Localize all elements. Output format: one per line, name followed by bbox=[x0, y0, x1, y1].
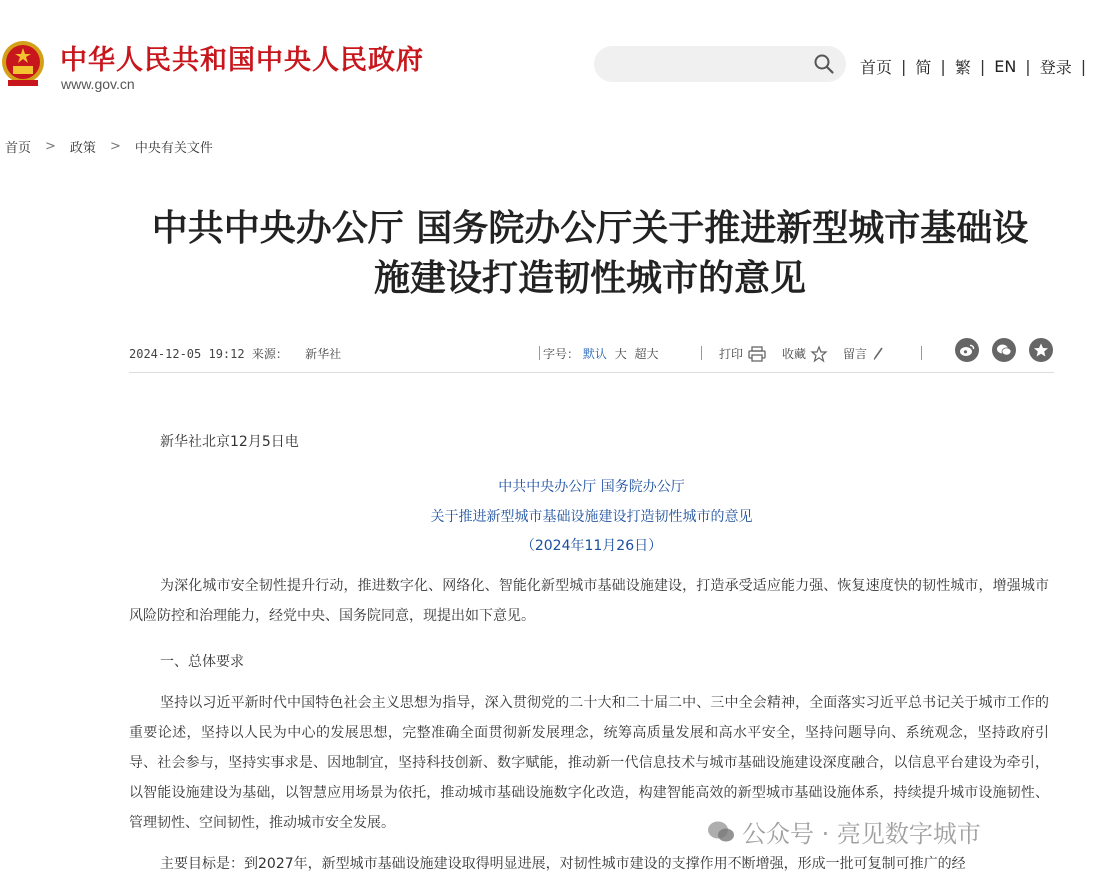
publish-date: 2024-12-05 19:12 bbox=[129, 347, 245, 361]
doc-date: （2024年11月26日） bbox=[520, 538, 663, 554]
breadcrumb-central-documents[interactable]: 中央有关文件 bbox=[134, 141, 213, 156]
print-label: 打印 bbox=[719, 347, 744, 361]
wechat-icon bbox=[706, 819, 736, 845]
wechat-share-icon[interactable] bbox=[992, 338, 1016, 362]
nav-separator: | bbox=[940, 57, 946, 76]
breadcrumb-policy[interactable]: 政策 bbox=[69, 141, 96, 156]
comment-label: 留言 bbox=[843, 347, 868, 361]
search-input[interactable] bbox=[594, 46, 846, 82]
chevron-right-icon: > bbox=[45, 139, 56, 154]
favorite-button[interactable] bbox=[782, 345, 827, 362]
comment-button[interactable] bbox=[843, 345, 884, 362]
meta-divider bbox=[701, 346, 702, 360]
meta-left bbox=[129, 345, 341, 362]
doc-title: 关于推进新型城市基础设施建设打造韧性城市的意见 bbox=[430, 509, 753, 525]
source-name: 新华社 bbox=[305, 347, 342, 361]
watermark bbox=[706, 814, 981, 849]
body-paragraph: 主要目标是：到2027年，新型城市基础设施建设取得明显进展，对韧性城市建设的支撑作用不断增强，形成一批可复制可推广的经 bbox=[160, 856, 966, 872]
nav-english[interactable]: EN bbox=[994, 57, 1017, 76]
nav-separator: | bbox=[1025, 57, 1031, 76]
search-icon[interactable] bbox=[814, 54, 834, 74]
nav-separator: | bbox=[979, 57, 986, 76]
font-size-label: 字号： bbox=[543, 347, 580, 361]
breadcrumb-home[interactable]: 首页 bbox=[5, 141, 32, 156]
breadcrumb bbox=[5, 137, 213, 156]
watermark-text: 公众号 · 亮见数字城市 bbox=[742, 820, 981, 848]
source-label: 来源： bbox=[251, 347, 288, 361]
nav-traditional[interactable]: 繁 bbox=[954, 58, 971, 77]
font-size-default[interactable]: 默认 bbox=[582, 347, 607, 361]
meta-divider bbox=[539, 346, 540, 360]
meta-divider-line bbox=[129, 372, 1054, 373]
doc-issuer: 中共中央办公厅 国务院办公厅 bbox=[498, 479, 685, 495]
font-size-xlarge[interactable]: 超大 bbox=[634, 347, 659, 361]
section-heading: 一、总体要求 bbox=[160, 654, 244, 670]
weibo-share-icon[interactable] bbox=[955, 338, 979, 362]
article-meta bbox=[129, 342, 1054, 366]
nav-login[interactable]: 登录 bbox=[1039, 58, 1072, 77]
intro-paragraph: 为深化城市安全韧性提升行动，推进数字化、网络化、智能化新型城市基础设施建设，打造承受适应能力强、恢复速度快的韧性城市，增强城市风险防控和治理能力，经党中央、国务院同意，现提出如下意见。 bbox=[129, 578, 1049, 624]
meta-divider bbox=[921, 346, 922, 360]
page-title-line-2: 施建设打造韧性城市的意见 bbox=[373, 258, 806, 299]
favorite-label: 收藏 bbox=[782, 347, 807, 361]
nav-simplified[interactable]: 简 bbox=[915, 58, 932, 77]
article-tools bbox=[719, 345, 900, 362]
pencil-icon bbox=[872, 347, 884, 361]
dateline: 新华社北京12月5日电 bbox=[160, 434, 299, 450]
top-nav bbox=[860, 55, 1095, 78]
page-title-line-1: 中共中央办公厅 国务院办公厅关于推进新型城市基础设 bbox=[151, 208, 1029, 249]
nav-separator: | bbox=[1080, 57, 1087, 76]
qzone-share-icon[interactable] bbox=[1029, 338, 1053, 362]
printer-icon bbox=[748, 346, 766, 362]
site-header bbox=[0, 0, 1087, 110]
site-title[interactable]: 中华人民共和国中央人民政府 bbox=[60, 45, 424, 76]
font-size-selector bbox=[543, 345, 659, 362]
body-paragraph: 坚持以习近平新时代中国特色社会主义思想为指导，深入贯彻党的二十大和二十届二中、三中全会精神，全面落实习近平总书记关于城市工作的重要论述，坚持以人民为中心的发展思想，完整准确全面贯彻新发展理念，统筹高质量发展和高水平安全，坚持问题导向、系统观念，坚持政府引导、社会参与，坚持实事求是、因地制宜，坚持科技创新、数字赋能，推动新一代信息技术与城市基础设施建设深度融合，以信息平台建设为牵引，以智能设施建设为基础，以智慧应用场景为依托，推动城市基础设施数字化改造，构建智能高效的新型城市基础设施体系，持续提升城市设施韧性、管理韧性、空间韧性，推动城市安全发展。 bbox=[129, 695, 1049, 831]
star-icon bbox=[811, 346, 827, 362]
nav-separator: | bbox=[901, 57, 907, 76]
site-url[interactable]: www.gov.cn bbox=[61, 76, 135, 92]
print-button[interactable] bbox=[719, 345, 766, 362]
page-title bbox=[120, 204, 1060, 304]
nav-home[interactable]: 首页 bbox=[860, 58, 893, 77]
font-size-large[interactable]: 大 bbox=[614, 347, 627, 361]
chevron-right-icon: > bbox=[109, 139, 121, 154]
national-emblem-icon[interactable] bbox=[0, 38, 46, 90]
